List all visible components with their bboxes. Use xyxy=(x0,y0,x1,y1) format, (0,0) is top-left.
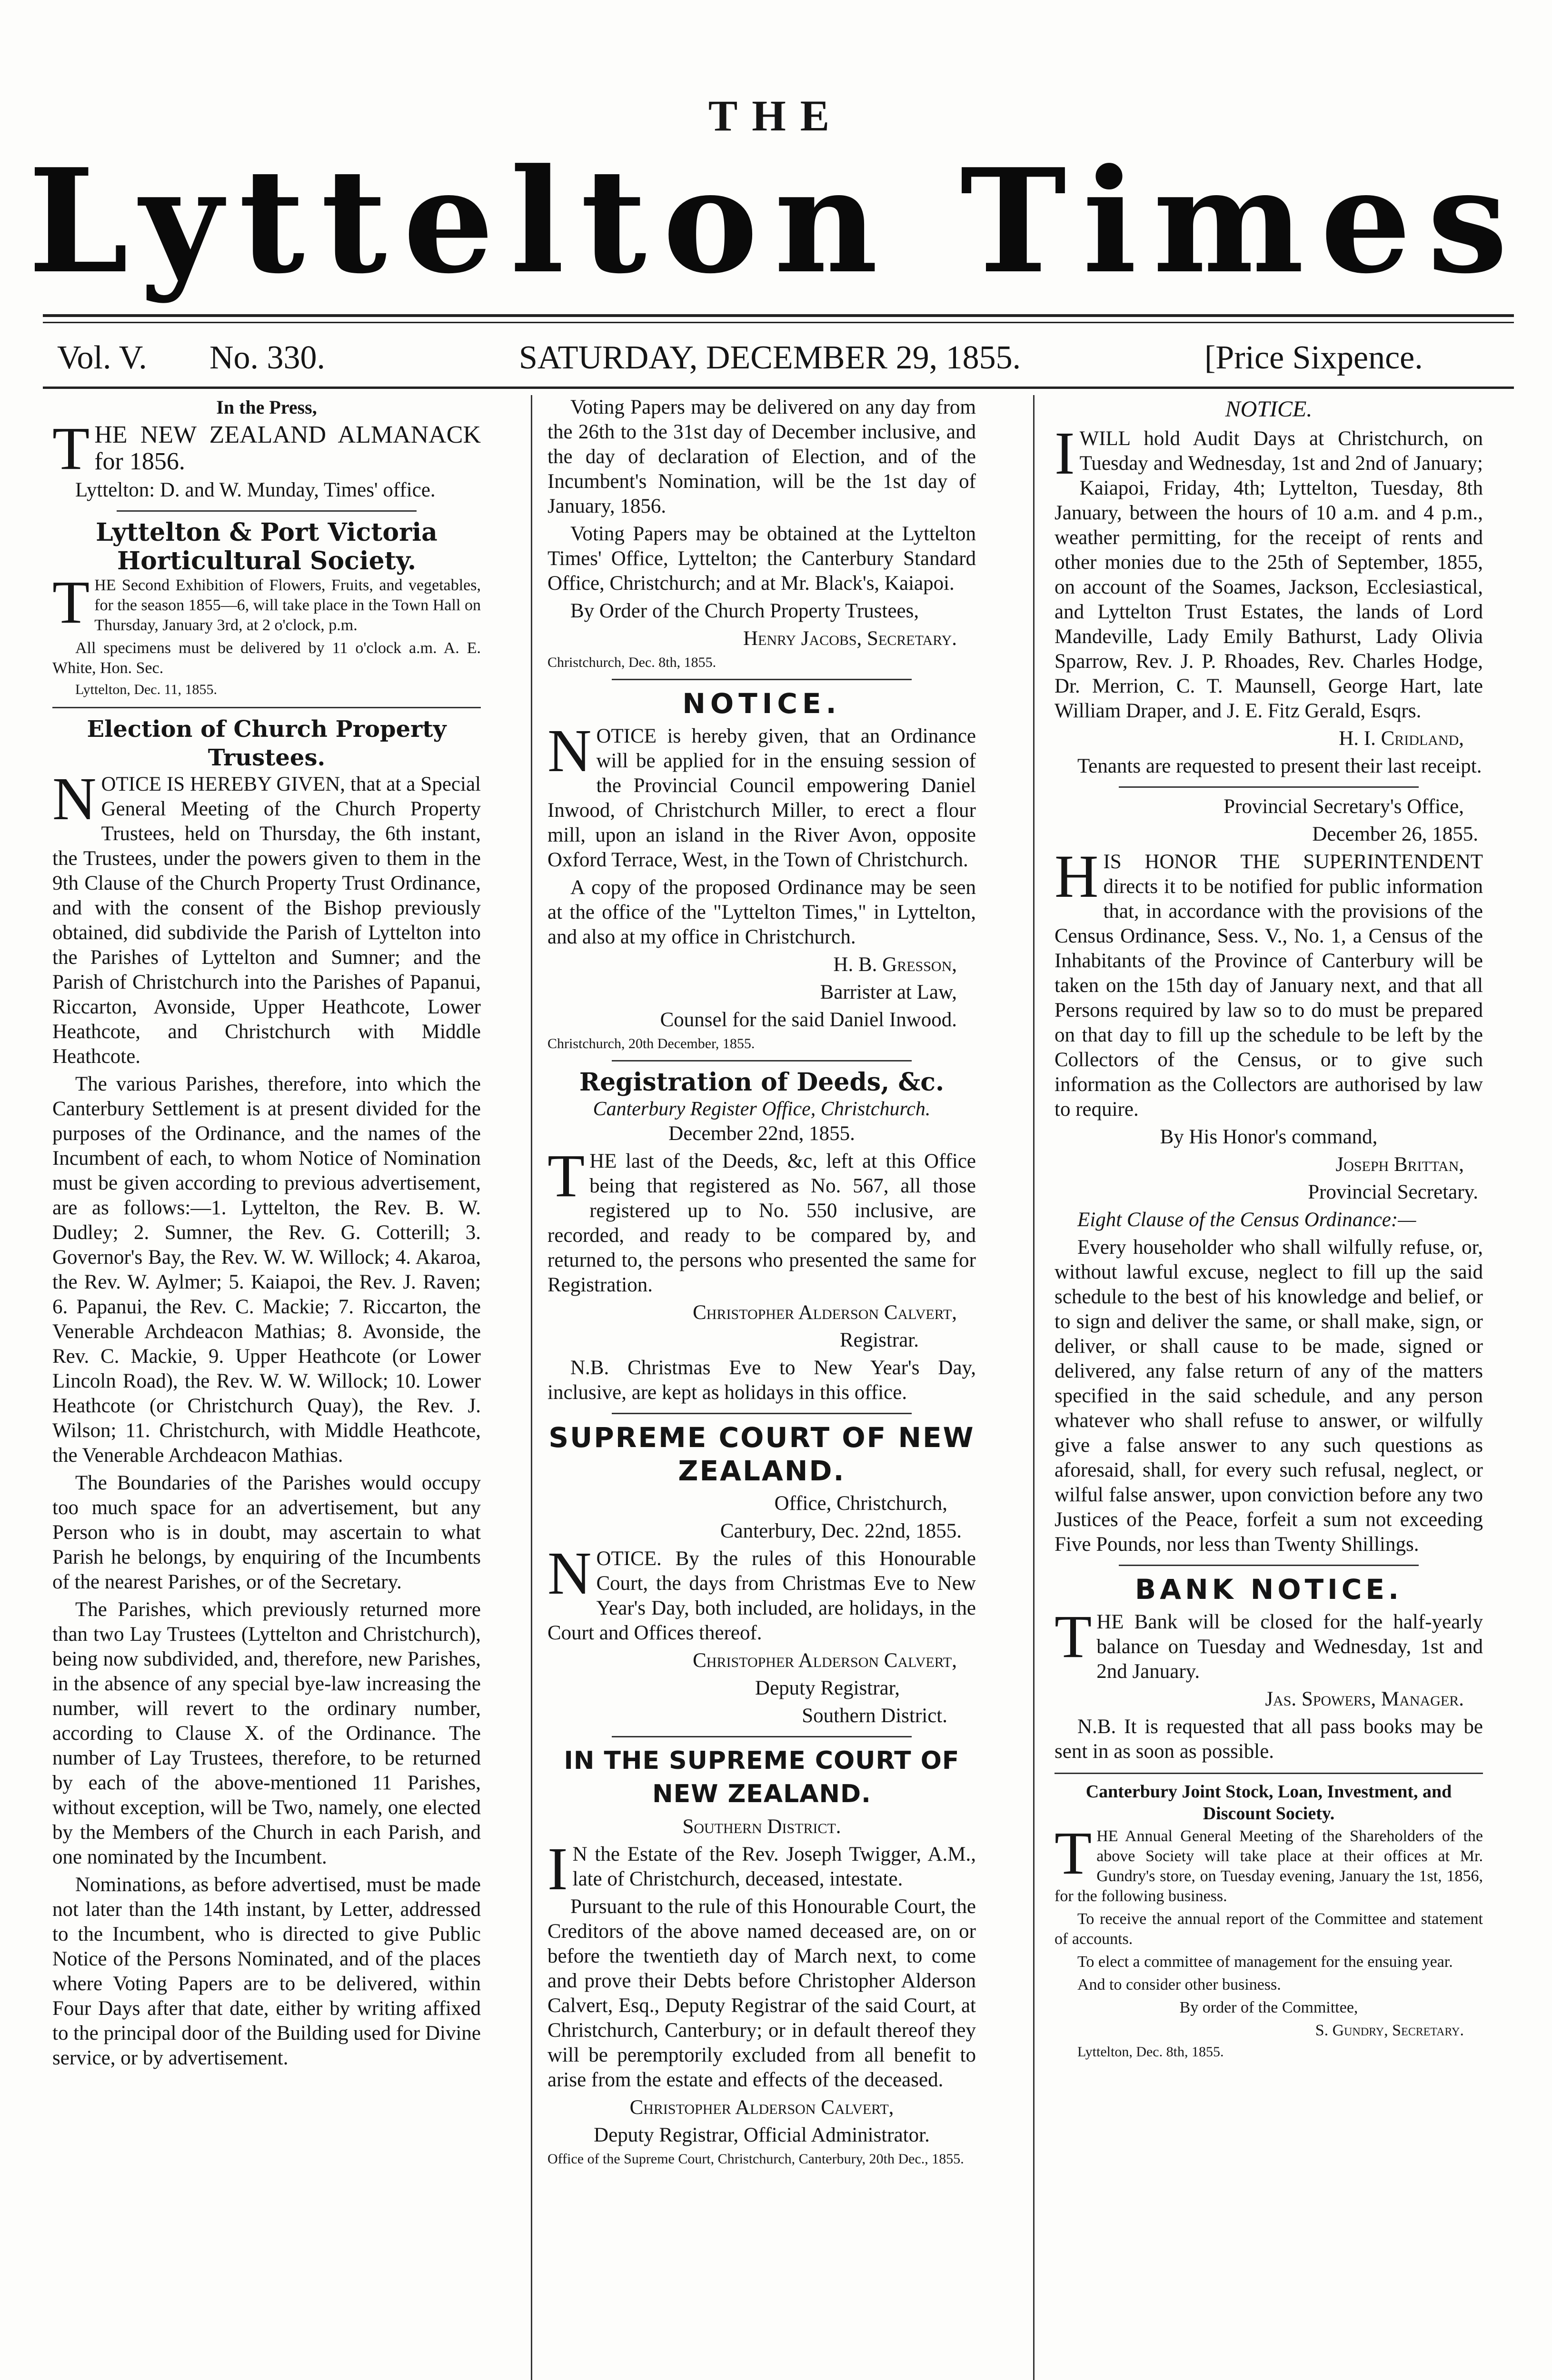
dateline-rule xyxy=(43,387,1514,389)
election-p4: The Parishes, which previously returned more than two Lay Trustees (Lyttelton and Christchurch), being now subdivided, and, therefore, new Parishes, in the absence of any special bye-law increasing the number, will revert to the ordinary number, according to Clause X. of the Ordinance. The number of Lay Trustees, therefore, to be returned by each of the above-mentioned 11 Parishes, without exception, will be Two, namely, one elected by the Members of the Church in each Parish, and one nominated by the Incumbent. xyxy=(52,1598,481,1868)
issue-date: SATURDAY, DECEMBER 29, 1855. xyxy=(519,339,1021,376)
notice-signature-3: Counsel for the said Daniel Inwood. xyxy=(660,1009,957,1031)
voting-p1: Voting Papers may be delivered on any day from the 26th to the 31st day of December inclusive, and the day of declaration of Election, and of the Incumbent's Nomination, will be the 1st day of January, 1856. xyxy=(547,396,976,517)
supreme-date: Canterbury, Dec. 22nd, 1855. xyxy=(720,1520,962,1542)
horticultural-date: Lyttelton, Dec. 11, 1855. xyxy=(75,682,218,697)
census-date: December 26, 1855. xyxy=(1312,823,1478,845)
column-1 xyxy=(52,395,481,2073)
audit-p2: Tenants are requested to present their last receipt. xyxy=(1077,755,1482,777)
price: [Price Sixpence. xyxy=(1204,339,1423,376)
society-p1 xyxy=(1055,1819,1483,1906)
bank-p1-text: HE Bank will be closed for the half-yearly balance on Tuesday and Wednesday, 1st and 2nd January. xyxy=(1096,1611,1483,1683)
separator xyxy=(1119,1565,1419,1566)
society-order: By order of the Committee, xyxy=(1179,1999,1358,2016)
masthead-title: Lyttelton Times xyxy=(28,137,1524,305)
supreme-signature-2: Deputy Registrar, xyxy=(755,1677,900,1699)
census-signature-1: Joseph Brittan, xyxy=(1335,1153,1464,1176)
election-p2: The various Parishes, therefore, into which the Canterbury Settlement is at present divided for the purposes of the Ordinance, and the names of the Incumbent of each, to whom Notice of Nomination must be given according to previous advertisement, are as follows:—1. Lyttelton, the Rev. B. W. Dudley; 2. Sumner, the Rev. G. Cotterill; 3. Governor's Bay, the Rev. W. W. Willock; 4. Akaroa, the Rev. W. Aylmer; 5. Kaiapoi, the Rev. J. Raven; 6. Papanui, the Rev. C. Mackie; 7. Riccarton, the Venerable Archdeacon Mathias; 8. Avonside, the Rev. C. Mackie, 9. Upper Heathcote (or Lower Lincoln Road), the Rev. W. W. Willock; 10. Lower Heathcote (or Christchurch Quay), the Rev. J. Wilson; 11. Christchurch, with Middle Heathcote, the Venerable Archdeacon Mathias. xyxy=(52,1073,481,1467)
voting-date: Christchurch, Dec. 8th, 1855. xyxy=(547,654,716,670)
bank-dropcap: T xyxy=(1055,1603,1092,1670)
supreme-heading: SUPREME COURT OF NEW ZEALAND. xyxy=(548,1421,975,1487)
bank-heading: BANK NOTICE. xyxy=(1135,1573,1403,1606)
column-2 xyxy=(547,395,976,2171)
separator xyxy=(52,707,481,708)
separator xyxy=(612,679,912,680)
estate-p1 xyxy=(547,1835,976,1903)
supreme-office: Office, Christchurch, xyxy=(774,1492,947,1515)
voting-signature: Henry Jacobs, Secretary. xyxy=(743,627,957,650)
masthead-the: THE xyxy=(708,91,844,140)
notice-dropcap: N xyxy=(547,717,592,784)
deeds-signature-2: Registrar. xyxy=(840,1329,919,1351)
estate-signature-2: Deputy Registrar, Official Administrator. xyxy=(594,2124,930,2146)
volume: Vol. V. xyxy=(57,339,147,376)
election-dropcap: N xyxy=(52,765,97,833)
masthead-rule-top xyxy=(43,314,1514,317)
census-p1-text: IS HONOR THE SUPERINTENDENT directs it to be notified for public information that, in accordance with the provisions of the Census Ordinance, Sess. V., No. 1, a Census of the Inhabitants of the Province of Canterbury will be taken on the 15th day of January next, and that all Persons required by law so to do must be prepared on that day to fill up the schedule to be left by the Collectors of the Census, or to give such information as the Collectors are authorised by law to require. xyxy=(1055,851,1483,1121)
supreme-p1-text: OTICE. By the rules of this Honourable Court, the days from Christmas Eve to New Year's Day, both included, are holidays, in the Court and Offices thereof. xyxy=(547,1547,976,1644)
society-item-1: To receive the annual report of the Committee and statement of accounts. xyxy=(1055,1910,1483,1948)
separator xyxy=(117,510,417,512)
separator xyxy=(1055,1773,1483,1774)
separator xyxy=(1119,786,1419,788)
deeds-dropcap: T xyxy=(547,1142,585,1210)
election-p5: Nominations, as before advertised, must be made not later than the 14th instant, by Letter, addressed to the Incumbent, who is directed to give Public Notice of the Persons Nominated, and of the places where Voting Papers are to be delivered, within Four Days after that date, either by writing affixed to the principal door of the Building used for Divine service, or by advertisement. xyxy=(52,1874,481,2069)
society-date: Lyttelton, Dec. 8th, 1855. xyxy=(1077,2044,1224,2060)
deeds-nb: N.B. Christmas Eve to New Year's Day, inclusive, are kept as holidays in this office. xyxy=(547,1357,976,1404)
estate-date: Office of the Supreme Court, Christchurch, Canterbury, 20th Dec., 1855. xyxy=(547,2151,964,2167)
masthead-rule-thin xyxy=(43,322,1514,323)
supreme-signature-3: Southern District. xyxy=(802,1705,947,1727)
deeds-date: December 22nd, 1855. xyxy=(668,1122,855,1145)
column-rule-2 xyxy=(1033,395,1035,2380)
deeds-p1 xyxy=(547,1142,976,1298)
issue-number: No. 330. xyxy=(209,339,326,376)
supreme-p1 xyxy=(547,1539,976,1646)
estate-signature-1: Christopher Alderson Calvert, xyxy=(629,2096,894,2119)
estate-p2: Pursuant to the rule of this Honourable Court, the Creditors of the above named deceased are, on or before the twentieth day of March next, to come and prove their Debts before Christopher Alderson Calvert, Esq., Deputy Registrar of the said Court, at Christchurch, Canterbury; or in default thereof they will be peremptorily excluded from all benefit to arise from the estate and effects of the deceased. xyxy=(547,1895,976,2091)
deeds-signature-1: Christopher Alderson Calvert, xyxy=(693,1301,957,1324)
deeds-heading: Registration of Deeds, &c. xyxy=(579,1068,945,1097)
horticultural-heading: Lyttelton & Port Victoria Horticultural Society. xyxy=(96,518,438,575)
supreme-signature-1: Christopher Alderson Calvert, xyxy=(693,1649,957,1672)
society-signature: S. Gundry, Secretary. xyxy=(1315,2022,1464,2039)
estate-heading: IN THE SUPREME COURT OF NEW ZEALAND. xyxy=(564,1746,960,1808)
separator xyxy=(612,1413,912,1414)
almanack-heading: In the Press, xyxy=(216,397,317,418)
bank-nb: N.B. It is requested that all pass books may be sent in as soon as possible. xyxy=(1055,1716,1483,1763)
separator xyxy=(612,1736,912,1737)
deeds-p1-text: HE last of the Deeds, &c, left at this Office being that registered as No. 567, all those registered up to No. 550 inclusive, are recorded, and ready to be compared by, and returned to, the persons who presented the same for Registration. xyxy=(547,1150,976,1296)
census-signature-2: Provincial Secretary. xyxy=(1308,1181,1478,1203)
audit-signature: H. I. Cridland, xyxy=(1339,727,1464,750)
almanack-publisher: Lyttelton: D. and W. Munday, Times' office. xyxy=(75,479,436,501)
estate-p1-text: N the Estate of the Rev. Joseph Twigger, A.M., late of Christchurch, deceased, intestate. xyxy=(572,1843,976,1890)
deeds-office: Canterbury Register Office, Christchurch. xyxy=(593,1098,931,1120)
notice-p1-text: OTICE is hereby given, that an Ordinance will be applied for in the ensuing session of the Provincial Council empowering Daniel Inwood, of Christchurch Miller, to erect a flour mill, upon an island in the River Avon, opposite Oxford Terrace, West, in the Town of Christchurch. xyxy=(547,725,976,871)
census-clause-title: Eight Clause of the Census Ordinance:— xyxy=(1077,1209,1416,1231)
horticultural-dropcap: T xyxy=(52,568,90,636)
audit-p1 xyxy=(1055,419,1483,724)
supreme-dropcap: N xyxy=(547,1539,592,1607)
notice-signature-1: H. B. Gresson, xyxy=(833,953,957,976)
almanack-title-text: HE NEW ZEALAND ALMANACK for 1856. xyxy=(94,421,481,475)
census-dropcap: H xyxy=(1055,843,1099,910)
voting-p2: Voting Papers may be obtained at the Lyttelton Times' Office, Lyttelton; the Canterbury Standard Office, Christchurch; and at Mr. Black's, Kaiapoi. xyxy=(547,523,976,595)
horticultural-body-text: HE Second Exhibition of Flowers, Fruits, and vegetables, for the season 1855—6, will take place in the Town Hall on Thursday, January 3rd, at 2 o'clock, p.m. xyxy=(94,576,481,634)
audit-p1-text: WILL hold Audit Days at Christchurch, on Tuesday and Wednesday, 1st and 2nd of January; Kaiapoi, Friday, 4th; Lyttelton, Tuesday, 8th January, between the hours of 10 a.m. and 4 p.m., weather permitting, for the receipt of rents and other monies due to the 25th of September, 1855, on account of the Soames, Jackson, Ecclesiastical, and Lyttelton Trust Estates, the lands of Lord Mandeville, Lady Emily Bathurst, Lady Olivia Sparrow, Rev. J. P. Rhoades, Rev. Charles Hodge, Dr. Merrion, C. T. Maunsell, George Hart, late William Draper, and J. E. Fitz Gerald, Esqrs. xyxy=(1055,427,1483,722)
estate-dropcap: I xyxy=(547,1835,568,1903)
society-dropcap: T xyxy=(1055,1819,1092,1887)
census-command: By His Honor's command, xyxy=(1160,1126,1378,1148)
bank-p1 xyxy=(1055,1603,1483,1684)
almanack-dropcap: T xyxy=(52,415,90,482)
voting-p3: By Order of the Church Property Trustees, xyxy=(570,600,919,622)
election-p1 xyxy=(52,765,481,1069)
notice-heading: NOTICE. xyxy=(682,687,841,720)
election-heading: Election of Church Property Trustees. xyxy=(87,716,447,771)
notice-p1 xyxy=(547,717,976,873)
column-rule-1 xyxy=(531,395,532,2380)
census-office: Provincial Secretary's Office, xyxy=(1224,795,1464,818)
election-p3: The Boundaries of the Parishes would occupy too much space for an advertisement, but any Person who is in doubt, may ascertain to what Parish he belongs, by enquiring of the Incumbents of the nearest Parishes, or of the Secretary. xyxy=(52,1472,481,1593)
horticultural-body xyxy=(52,568,481,636)
separator xyxy=(612,1060,912,1061)
horticultural-note: All specimens must be delivered by 11 o'clock a.m. A. E. White, Hon. Sec. xyxy=(52,639,481,677)
notice-date: Christchurch, 20th December, 1855. xyxy=(547,1036,755,1051)
election-p1-text: OTICE IS HEREBY GIVEN, that at a Special General Meeting of the Church Property Trustees, held on Thursday, the 6th instant, the Trustees, under the powers given to them in the 9th Clause of the Church Property Trust Ordinance, and with the consent of the Bishop previously obtained, did subdivide the Parish of Lyttelton into the Parishes of Lyttelton and Sumner; and the Parish of Christchurch into the Parishes of Papanui, Riccarton, Avonside, Upper Heathcote, Lower Heathcote, and Christchurch with Middle Heathcote. xyxy=(52,773,481,1068)
audit-dropcap: I xyxy=(1055,419,1075,487)
audit-heading: NOTICE. xyxy=(1225,397,1313,422)
almanack-title xyxy=(52,415,481,482)
society-heading: Canterbury Joint Stock, Loan, Investment, and Discount Society. xyxy=(1085,1782,1452,1824)
notice-signature-2: Barrister at Law, xyxy=(820,981,957,1003)
column-3 xyxy=(1055,395,1483,2063)
bank-signature: Jas. Spowers, Manager. xyxy=(1265,1688,1464,1710)
census-p1 xyxy=(1055,843,1483,1122)
society-p1-text: HE Annual General Meeting of the Shareholders of the above Society will take place at their offices at Mr. Gundry's store, on Tuesday evening, January the 1st, 1856, for the following business. xyxy=(1055,1827,1483,1905)
notice-p2: A copy of the proposed Ordinance may be seen at the office of the "Lyttelton Times," in Lyttelton, and also at my office in Christchurch. xyxy=(547,876,976,948)
society-item-3: And to consider other business. xyxy=(1077,1976,1281,1993)
society-item-2: To elect a committee of management for the ensuing year. xyxy=(1077,1953,1453,1971)
census-clause: Every householder who shall wilfully refuse, or, without lawful excuse, neglect to fill up the said schedule to the best of his knowledge and belief, or to sign and deliver the same, or shall make, sign, or deliver, or shall cause to be made, signed or delivered, any false return of any of the matters specified in the said schedule, and any person whatever who shall refuse to answer, or wilfully give a false answer to any such questions as aforesaid, shall, for every such refusal, neglect, or wilful false answer, upon conviction before any two Justices of the Peace, forfeit a sum not exceeding Five Pounds, nor less than Twenty Shillings. xyxy=(1055,1236,1483,1556)
estate-district: Southern District. xyxy=(682,1815,841,1838)
